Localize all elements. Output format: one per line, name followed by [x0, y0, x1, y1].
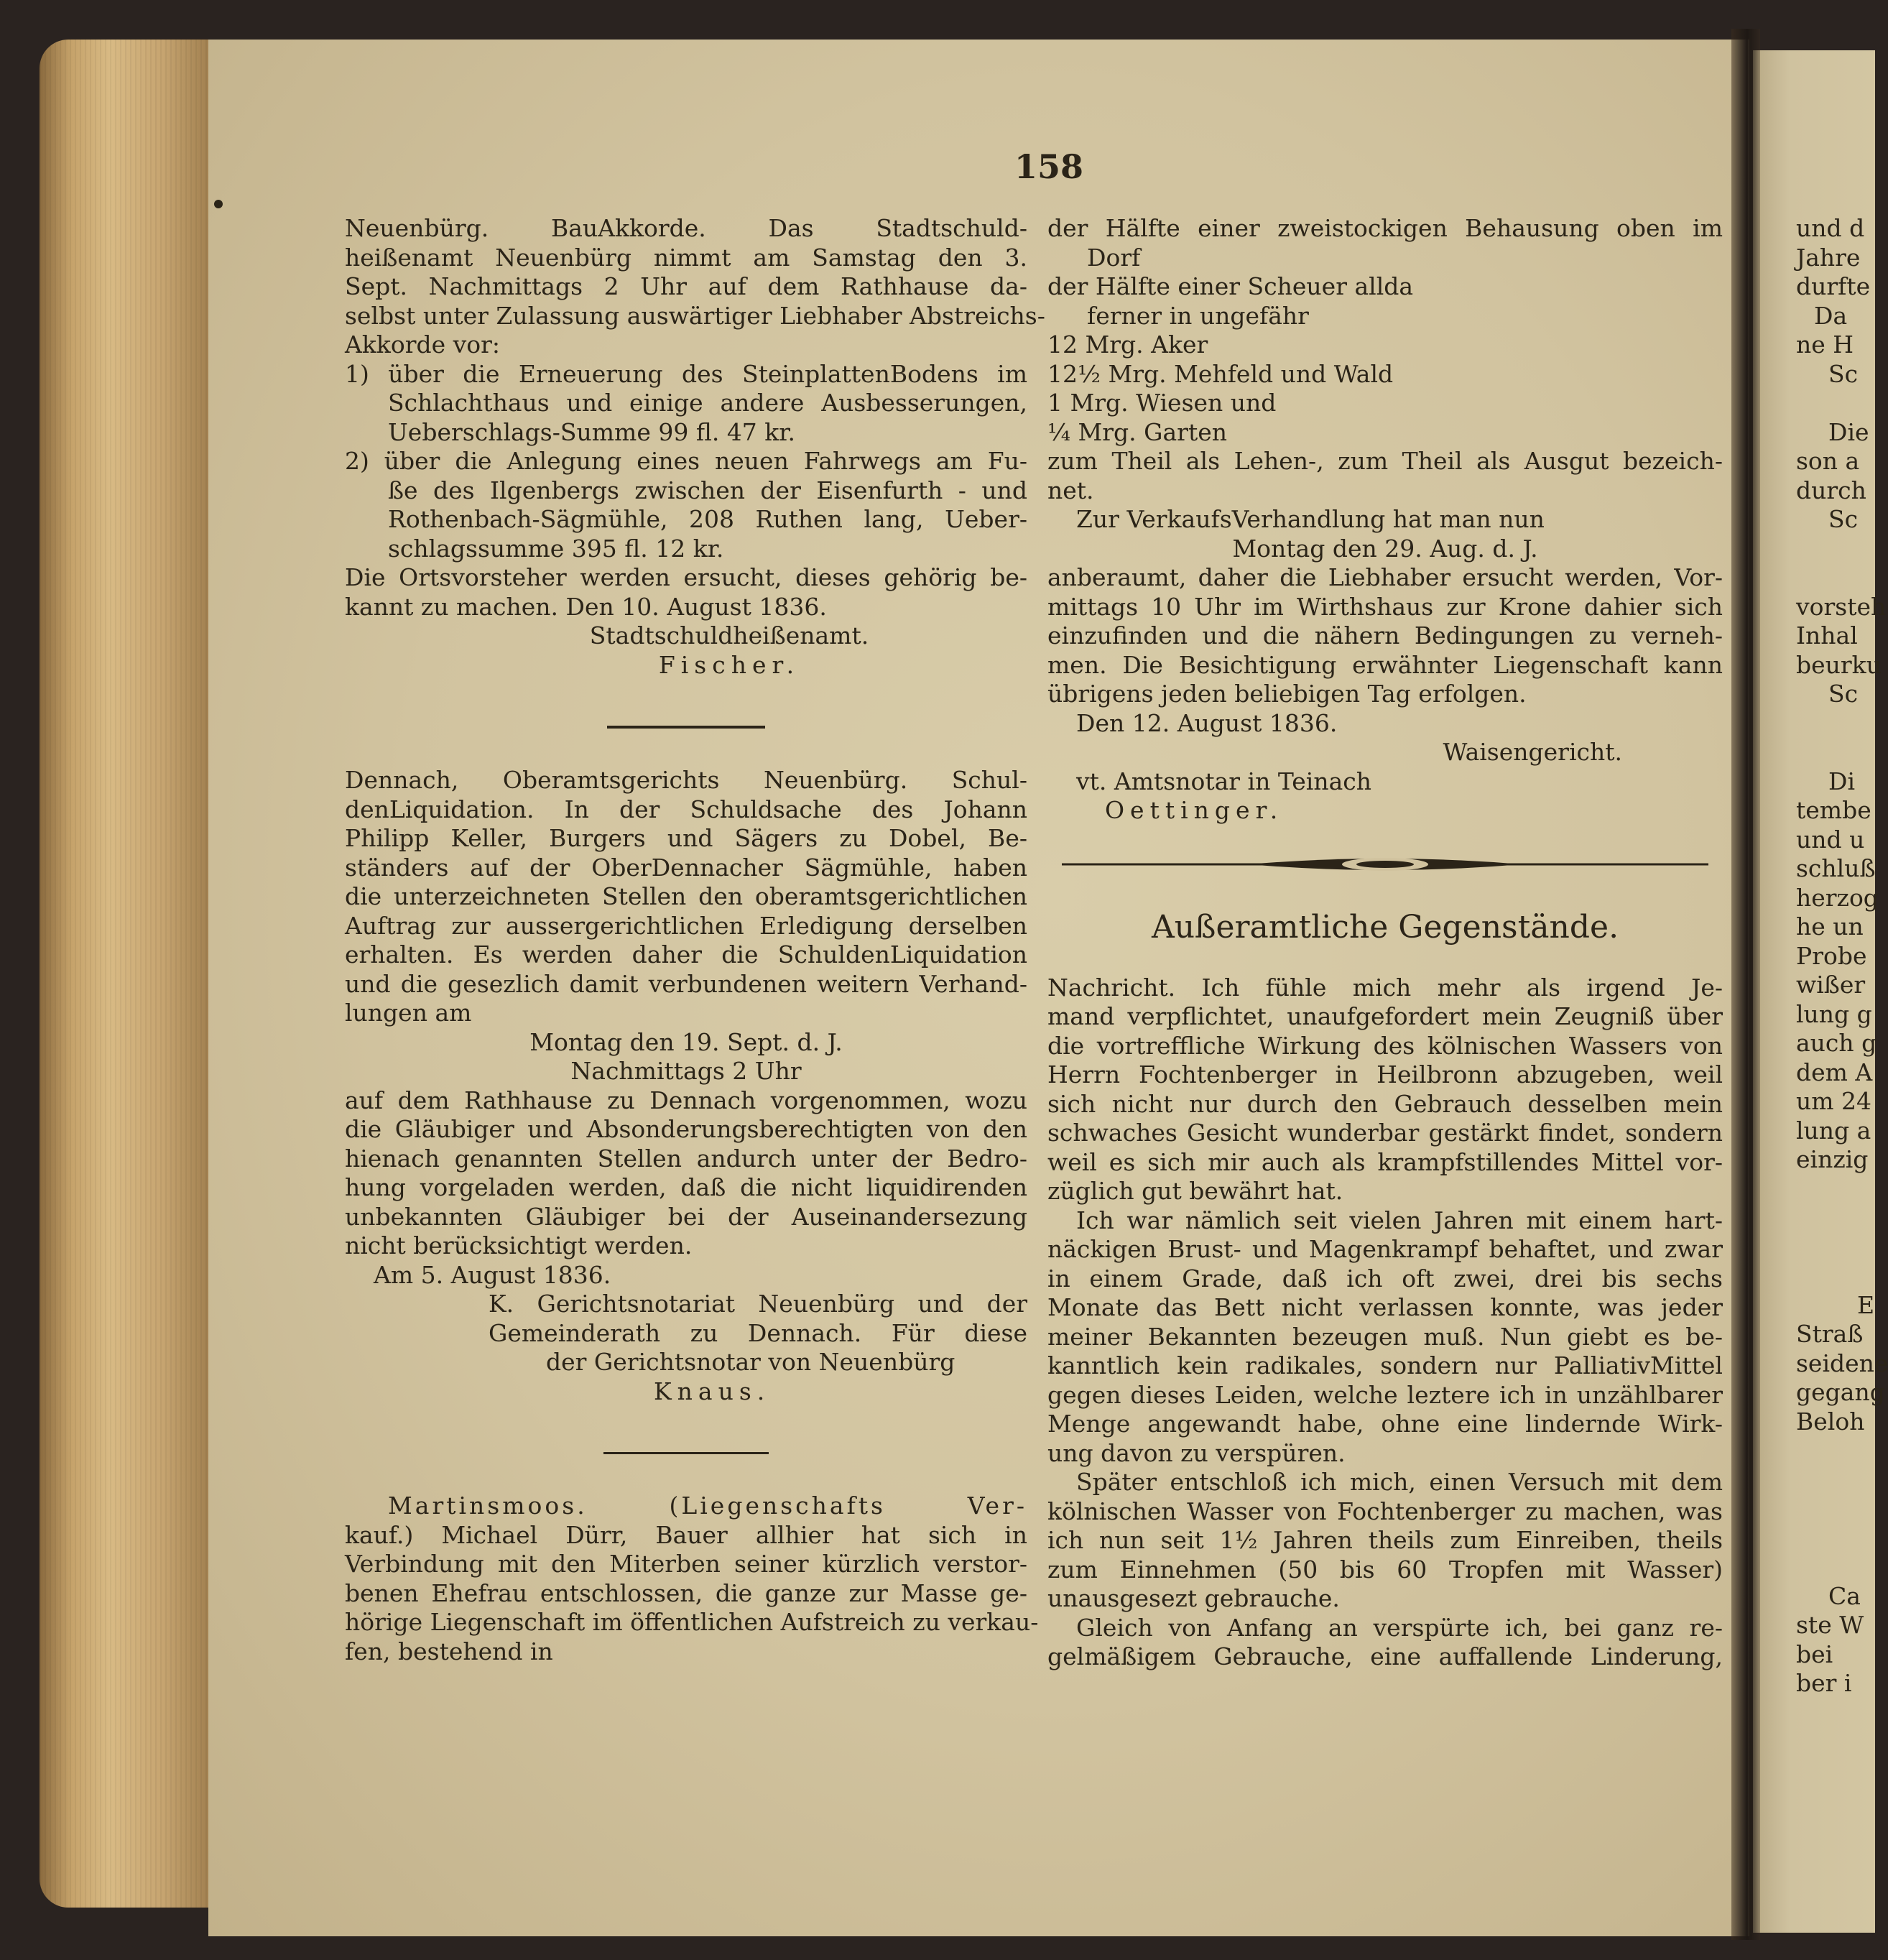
left-column — [345, 214, 1045, 1666]
text-line: heißenamt Neuenbürg nimmt am Samstag den 3. — [345, 243, 1027, 272]
text-line: in einem Grade, daß ich oft zwei, drei bis sechs — [1047, 1264, 1723, 1293]
text-fragment: durfte — [1796, 272, 1871, 300]
text-fragment: ste W — [1796, 1611, 1864, 1639]
text-fragment: gegang — [1796, 1378, 1885, 1406]
dated-line: Den 12. August 1836. — [1076, 708, 1338, 737]
text-line: selbst unter Zulassung auswärtiger Liebhaber Abstreichs- — [345, 301, 1045, 330]
text-line: Zur VerkaufsVerhandlung hat man nun — [1076, 505, 1545, 533]
text-fragment: Di — [1828, 767, 1856, 795]
text-line: Philipp Keller, Burgers und Sägers zu Dobel, Be- — [345, 824, 1027, 852]
text-fragment: einzig — [1796, 1145, 1869, 1173]
text-line: Ueberschlags-Summe 99 fl. 47 kr. — [388, 417, 795, 446]
sale-date: Montag den 29. Aug. d. J. — [1232, 534, 1538, 563]
text-line: hienach genannten Stellen andurch unter der Bedro- — [345, 1144, 1027, 1173]
ink-speck — [214, 200, 223, 208]
dated-line: Am 5. August 1836. — [374, 1260, 611, 1289]
text-line: die vortreffliche Wirkung des kölnischen Wassers von — [1047, 1031, 1723, 1060]
text-line: Monate das Bett nicht verlassen konnte, was jeder — [1047, 1293, 1723, 1321]
text-line: Sept. Nachmittags 2 Uhr auf dem Rathhause da- — [345, 272, 1027, 300]
text-fragment: Sc — [1828, 505, 1859, 533]
text-line: benen Ehefrau entschlossen, die ganze zur Masse ge- — [345, 1578, 1027, 1607]
text-line: Gleich von Anfang an verspürte ich, bei ganz re- — [1076, 1613, 1723, 1642]
text-fragment: Probe — [1796, 941, 1867, 970]
text-line: der Gerichtsnotar von Neuenbürg — [546, 1348, 955, 1376]
property-listing — [1047, 214, 1723, 826]
text-fragment: Straß — [1796, 1320, 1864, 1348]
text-fragment: Inhal — [1796, 621, 1858, 650]
text-line: kölnischen Wasser von Fochtenberger zu machen, was — [1047, 1497, 1723, 1525]
notice-martinsmoos-liegenschaftsverkauf — [345, 1492, 1039, 1666]
text-fragment: Ca — [1828, 1581, 1861, 1610]
text-line: züglich gut bewährt hat. — [1047, 1177, 1343, 1205]
notice-neuenbuerg-bauakkorde — [345, 214, 1045, 680]
notice-dennach-schuldenliquidation — [345, 766, 1027, 1406]
signature: Fischer. — [658, 650, 800, 679]
text-line: kanntlich kein radikales, sondern nur PalliativMittel — [1047, 1351, 1723, 1379]
text-fragment: Beloh — [1796, 1407, 1865, 1436]
text-fragment — [1796, 563, 1888, 593]
text-fragment: herzog — [1796, 883, 1879, 912]
text-line: zum Theil als Lehen-, zum Theil als Ausgut bezeich- — [1047, 447, 1723, 475]
property-item: 1 Mrg. Wiesen und — [1047, 389, 1277, 417]
text-fragment: ne H — [1796, 330, 1854, 359]
text-fragment: durch — [1796, 476, 1866, 504]
text-line: weil es sich mir auch als krampfstillendes Mittel vor- — [1047, 1147, 1723, 1176]
section-divider — [607, 726, 765, 729]
right-column — [1047, 214, 1723, 1672]
text-line: ferner in ungefähr — [1087, 301, 1309, 330]
text-fragment: und u — [1796, 825, 1865, 854]
text-line: mittags 10 Uhr im Wirthshaus zur Krone dahier sich — [1047, 592, 1723, 621]
text-line: die unterzeichneten Stellen den oberamtsgerichtlichen — [345, 882, 1027, 910]
signature: Knaus. — [654, 1377, 771, 1405]
text-line: Auftrag zur aussergerichtlichen Erledigung derselben — [345, 911, 1027, 940]
text-line: mand verpflichtet, unaufgefordert mein Zeugniß über — [1047, 1002, 1723, 1030]
text-line: ung davon zu verspüren. — [1047, 1438, 1346, 1467]
text-line: schwaches Gesicht wunderbar gestärkt findet, sondern — [1047, 1119, 1723, 1147]
text-fragment — [1796, 1175, 1888, 1204]
text-fragment: Sc — [1828, 680, 1859, 708]
text-fragment — [1796, 1494, 1888, 1524]
property-item: ¼ Mrg. Garten — [1047, 417, 1227, 446]
text-fragment: ber i — [1796, 1669, 1852, 1697]
text-line: men. Die Besichtigung erwähnter Liegenschaft kann — [1047, 650, 1723, 679]
text-line: Verbindung mit den Miterben seiner kürzlich verstor- — [345, 1550, 1027, 1578]
text-fragment — [1796, 738, 1888, 767]
text-line: Dennach, Oberamtsgerichts Neuenbürg. Schul- — [345, 766, 1027, 794]
meeting-time: Nachmittags 2 Uhr — [570, 1057, 802, 1085]
text-line: ich nun seit 1½ Jahren theils zum Einreiben, theils — [1047, 1526, 1723, 1554]
text-fragment: bei — [1796, 1640, 1833, 1668]
section-divider — [603, 1452, 769, 1454]
text-fragment: Sc — [1828, 359, 1859, 388]
text-line: meiner Bekannten bezeugen muß. Nun giebt es be- — [1047, 1322, 1723, 1351]
text-line: vt. Amtsnotar in Teinach — [1076, 767, 1372, 795]
text-line: 1) über die Erneuerung des SteinplattenBodens im — [345, 359, 1027, 388]
text-fragment — [1796, 1466, 1888, 1495]
text-fragment: auch g — [1796, 1029, 1877, 1057]
text-line: hung vorgeladen werden, daß die nicht liquidirenden — [345, 1173, 1027, 1201]
text-line: Akkorde vor: — [345, 330, 501, 359]
text-line: kauf.) Michael Dürr, Bauer allhier hat sich in — [345, 1520, 1027, 1549]
text-line: Rothenbach-Sägmühle, 208 Ruthen lang, Ueber- — [388, 505, 1027, 533]
text-fragment: he un — [1796, 912, 1864, 940]
text-line: fen, bestehend in — [345, 1637, 553, 1665]
text-fragment: lung g — [1796, 999, 1872, 1028]
text-fragment: Die — [1828, 417, 1869, 446]
text-fragment: vorsteh — [1796, 592, 1887, 621]
text-line: Ich war nämlich seit vielen Jahren mit einem hart- — [1076, 1206, 1723, 1234]
text-line: gegen dieses Leiden, welche leztere ich in unzählbarer — [1047, 1380, 1723, 1409]
text-line: Martinsmoos. (Liegenschafts Ver- — [388, 1492, 1027, 1520]
text-line: net. — [1047, 476, 1094, 504]
text-fragment — [1796, 389, 1888, 418]
text-line: sich nicht nur durch den Gebrauch desselben mein — [1047, 1089, 1723, 1118]
office-name: Waisengericht. — [1443, 738, 1622, 766]
office-name: Stadtschuldheißenamt. — [589, 621, 869, 650]
text-fragment: lung a — [1796, 1116, 1871, 1145]
property-item: 12 Mrg. Aker — [1047, 330, 1208, 359]
text-fragment: Da — [1814, 301, 1848, 330]
text-line: nicht berücksichtigt werden. — [345, 1231, 693, 1259]
text-fragment — [1796, 709, 1888, 739]
text-line: auf dem Rathhause zu Dennach vorgenommen, wozu — [345, 1086, 1027, 1114]
text-fragment: Jahre — [1796, 243, 1861, 272]
page-number: 158 — [1014, 147, 1084, 186]
signature: Oettinger. — [1105, 796, 1284, 824]
text-line: kannt zu machen. Den 10. August 1836. — [345, 592, 827, 621]
section-heading: Außeramtliche Gegenstände. — [1151, 908, 1619, 946]
text-line: unbekannten Gläubiger bei der Auseinandersezung — [345, 1202, 1027, 1231]
text-line: Neuenbürg. BauAkkorde. Das Stadtschuld- — [345, 214, 1027, 242]
text-line: anberaumt, daher die Liebhaber ersucht werden, Vor- — [1047, 563, 1723, 591]
text-line: unausgesezt gebrauche. — [1047, 1584, 1340, 1612]
text-line: Menge angewandt habe, ohne eine lindernde Wirk- — [1047, 1410, 1723, 1438]
text-line: denLiquidation. In der Schuldsache des Johann — [345, 795, 1027, 823]
text-line: einzufinden und die nähern Bedingungen zu verneh- — [1047, 621, 1723, 650]
text-line: lungen am — [345, 999, 472, 1027]
text-line: schlagssumme 395 fl. 12 kr. — [388, 534, 724, 563]
text-line: der Hälfte einer Scheuer allda — [1047, 272, 1414, 300]
text-fragment: seidene — [1796, 1349, 1888, 1377]
text-line: Nachricht. Ich fühle mich mehr als irgend Je- — [1047, 973, 1723, 1002]
text-fragment — [1796, 535, 1888, 564]
text-fragment: tembe — [1796, 796, 1871, 824]
text-fragment — [1796, 1203, 1888, 1233]
text-fragment: schluß — [1796, 854, 1876, 882]
text-line: ständers auf der OberDennacher Sägmühle, haben — [345, 853, 1027, 882]
book-gutter — [1731, 29, 1760, 1940]
ornament-icon — [1062, 851, 1708, 877]
adjacent-page-text — [1796, 214, 1888, 1698]
text-line: zum Einnehmen (50 bis 60 Tropfen mit Wasser) — [1047, 1555, 1723, 1584]
text-fragment: dem A — [1796, 1058, 1873, 1086]
text-fragment — [1796, 1524, 1888, 1553]
text-line: 2) über die Anlegung eines neuen Fahrwegs am Fu- — [345, 447, 1027, 475]
text-line: hörige Liegenschaft im öffentlichen Aufstreich zu verkau- — [345, 1608, 1039, 1636]
text-fragment: und d — [1796, 214, 1865, 242]
text-fragment — [1796, 1436, 1888, 1466]
text-fragment — [1796, 1262, 1888, 1291]
text-line: Dorf — [1087, 243, 1141, 272]
text-fragment — [1796, 1553, 1888, 1582]
text-line: näckigen Brust- und Magenkrampf behaftet, und zwar — [1047, 1235, 1723, 1263]
text-line: die Gläubiger und Absonderungsberechtigten von den — [345, 1115, 1027, 1143]
text-line: ße des Ilgenbergs zwischen der Eisenfurth - und — [388, 476, 1027, 504]
text-line: erhalten. Es werden daher die SchuldenLiquidation — [345, 940, 1027, 969]
text-line: und die gesezlich damit verbundenen weitern Verhand- — [345, 969, 1027, 998]
text-line: gelmäßigem Gebrauche, eine auffallende Linderung, — [1047, 1642, 1723, 1670]
text-line: K. Gerichtsnotariat Neuenbürg und der — [489, 1290, 1027, 1318]
meeting-date: Montag den 19. Sept. d. J. — [529, 1027, 843, 1056]
text-fragment — [1796, 1233, 1888, 1262]
article-koelnisches-wasser — [1047, 974, 1723, 1672]
ornamental-divider — [1062, 851, 1723, 877]
text-fragment: wißer — [1796, 971, 1866, 999]
property-item: 12½ Mrg. Mehfeld und Wald — [1047, 359, 1394, 388]
text-line: der Hälfte einer zweistockigen Behausung oben im — [1047, 214, 1723, 242]
text-line: Schlachthaus und einige andere Ausbesserungen, — [388, 389, 1027, 417]
text-line: Die Ortsvorsteher werden ersucht, dieses gehörig be- — [345, 563, 1027, 591]
text-line: Später entschloß ich mich, einen Versuch mit dem — [1076, 1468, 1723, 1496]
text-line: übrigens jeden beliebigen Tag erfolgen. — [1047, 680, 1527, 708]
text-fragment: E — [1857, 1290, 1875, 1319]
text-fragment: um 24 — [1796, 1087, 1872, 1115]
book-page-edge — [40, 40, 216, 1908]
text-fragment: son a — [1796, 447, 1860, 475]
text-line: Herrn Fochtenberger in Heilbronn abzugeben, weil — [1047, 1060, 1723, 1088]
text-line: Gemeinderath zu Dennach. Für diese — [489, 1318, 1027, 1347]
text-fragment: beurku — [1796, 650, 1882, 679]
